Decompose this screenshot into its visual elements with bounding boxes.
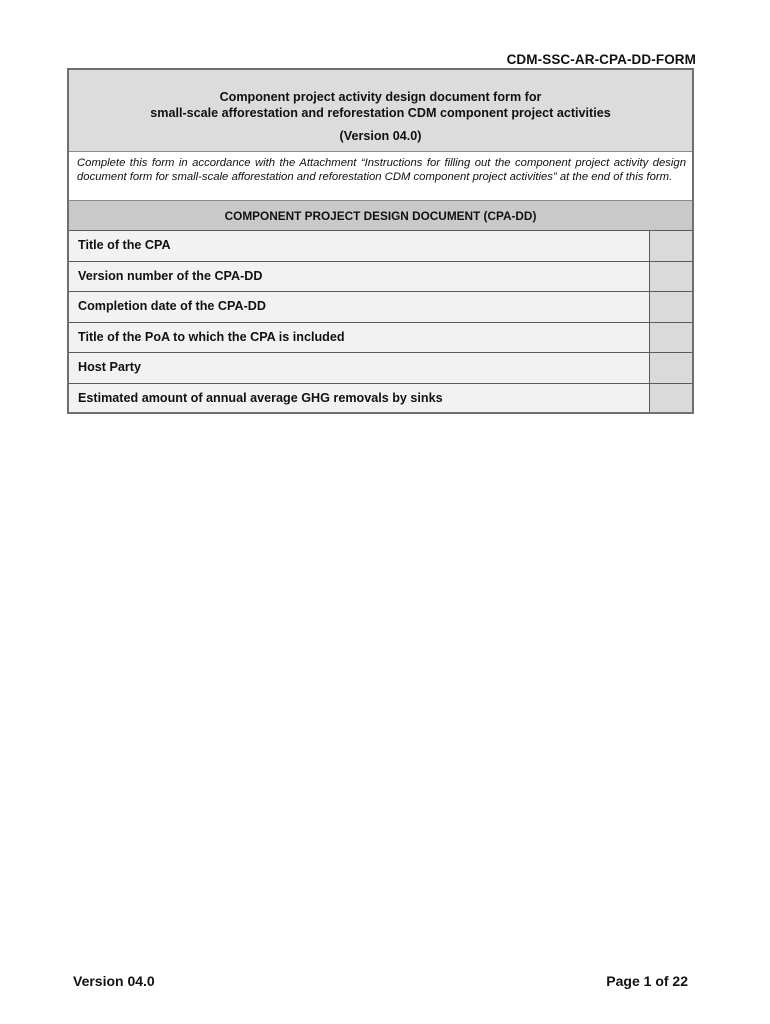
- table-row: [69, 231, 692, 262]
- cpa-title-field[interactable]: [650, 231, 692, 261]
- version-number-field[interactable]: [650, 262, 692, 292]
- form-title-block: [69, 70, 692, 152]
- form-code: CDM-SSC-AR-CPA-DD-FORM: [506, 52, 696, 67]
- poa-title-field[interactable]: [650, 323, 692, 353]
- ghg-removals-field[interactable]: [650, 384, 692, 413]
- table-row: [69, 292, 692, 323]
- host-party-field[interactable]: [650, 353, 692, 383]
- row-label-poa-title: Title of the PoA to which the CPA is included: [69, 323, 650, 353]
- table-row: [69, 262, 692, 293]
- section-header: COMPONENT PROJECT DESIGN DOCUMENT (CPA-DD): [69, 201, 692, 231]
- row-label-completion-date: Completion date of the CPA-DD: [69, 292, 650, 322]
- form-table: [67, 68, 694, 414]
- form-title-line2: small-scale afforestation and reforestation CDM component project activities: [150, 106, 611, 120]
- table-row: [69, 353, 692, 384]
- row-label-version-number: Version number of the CPA-DD: [69, 262, 650, 292]
- completion-date-field[interactable]: [650, 292, 692, 322]
- instructions-text: Complete this form in accordance with the Attachment “Instructions for filling out the component project activity design document form for small-scale afforestation and reforestation CDM component project activities” at the end of this form.: [69, 152, 692, 201]
- form-version-label: (Version 04.0): [339, 129, 422, 143]
- form-title-line1: Component project activity design document form for: [219, 90, 542, 104]
- row-label-ghg-removals: Estimated amount of annual average GHG removals by sinks: [69, 384, 650, 413]
- table-row: [69, 384, 692, 415]
- footer-page-number: Page 1 of 22: [606, 973, 688, 989]
- footer-version: Version 04.0: [73, 973, 155, 989]
- table-row: [69, 323, 692, 354]
- row-label-cpa-title: Title of the CPA: [69, 231, 650, 261]
- row-label-host-party: Host Party: [69, 353, 650, 383]
